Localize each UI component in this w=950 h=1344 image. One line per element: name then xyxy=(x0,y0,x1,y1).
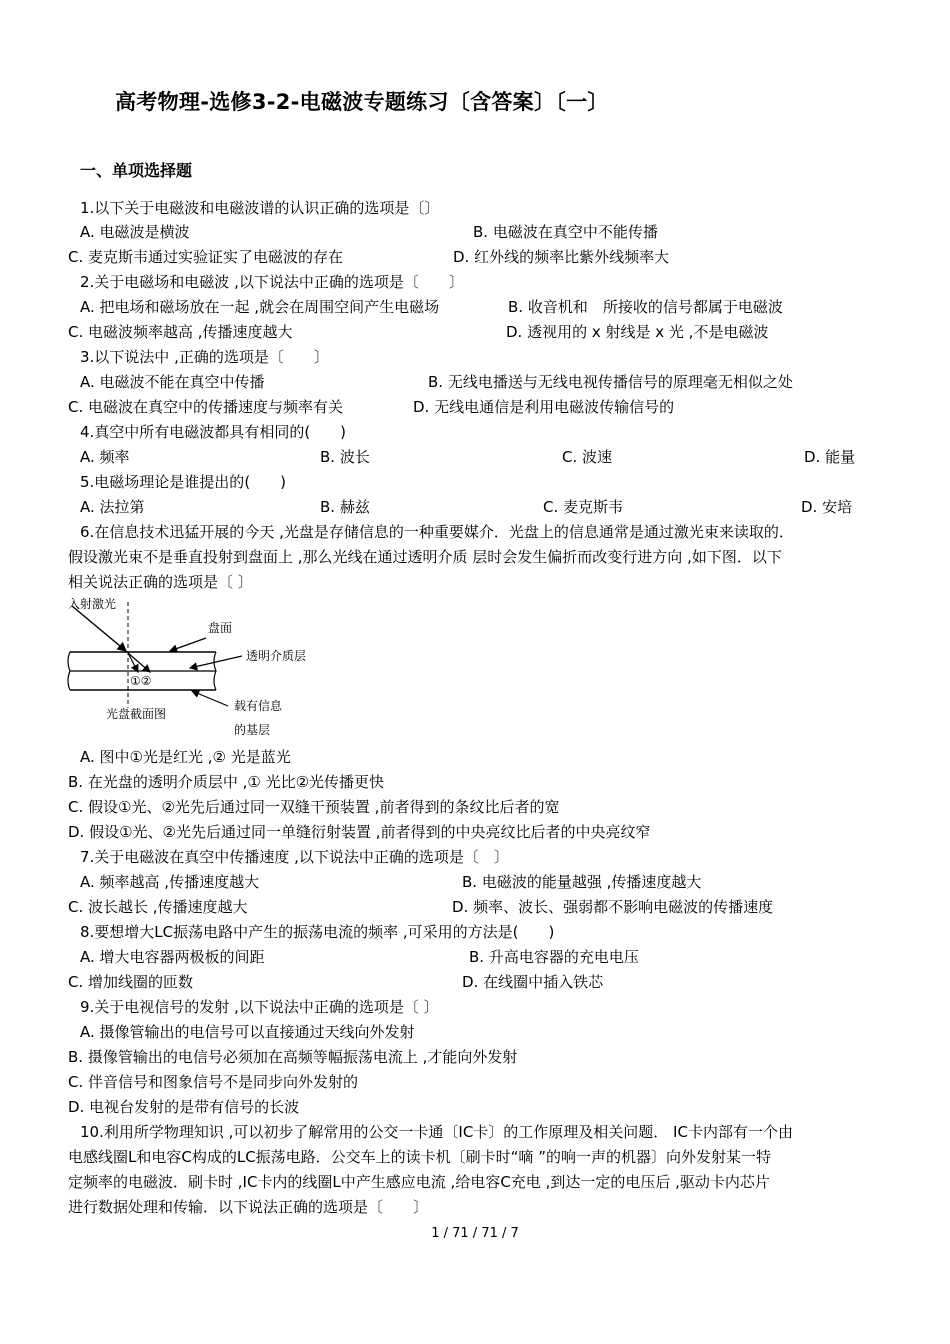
question-8-stem: 8.要想增大LC振荡电路中产生的振荡电流的频率 ,可采用的方法是( ) xyxy=(80,923,555,941)
question-3-option-c: C. 电磁波在真空中的传播速度与频率有关 xyxy=(68,398,344,416)
question-7-option-c: C. 波长越长 ,传播速度越大 xyxy=(68,898,248,916)
question-7-option-a: A. 频率越高 ,传播速度越大 xyxy=(80,873,260,891)
question-4-option-a: A. 频率 xyxy=(80,448,130,466)
page-title: 高考物理-选修3-2-电磁波专题练习〔含答案〕〔一〕 xyxy=(115,90,609,114)
question-2-option-c: C. 电磁波频率越高 ,传播速度越大 xyxy=(68,323,293,341)
question-10-stem-line-4: 进行数据处理和传输．以下说法正确的选项是〔 〕 xyxy=(68,1198,429,1216)
question-3-stem: 3.以下说法中 ,正确的选项是〔 〕 xyxy=(80,348,329,366)
question-3-option-b: B. 无线电播送与无线电视传播信号的原理毫无相似之处 xyxy=(428,373,793,391)
label-incident-laser: 入射激光 xyxy=(68,597,117,611)
question-1-option-d: D. 红外线的频率比紫外线频率大 xyxy=(453,248,670,266)
question-2-option-a: A. 把电场和磁场放在一起 ,就会在周围空间产生电磁场 xyxy=(80,298,440,316)
question-9-stem: 9.关于电视信号的发射 ,以下说法中正确的选项是〔 〕 xyxy=(80,998,439,1016)
question-4-option-b: B. 波长 xyxy=(320,448,370,466)
base-pointer xyxy=(192,691,228,706)
disc-left-edge xyxy=(68,652,70,690)
question-1-option-a: A. 电磁波是横波 xyxy=(80,223,190,241)
question-6-option-c: C. 假设①光、②光先后通过同一双缝干预装置 ,前者得到的条纹比后者的宽 xyxy=(68,798,560,816)
question-4-option-d: D. 能量 xyxy=(804,448,856,466)
question-10-stem-line-1: 10.利用所学物理知识 ,可以初步了解常用的公交一卡通〔IC卡〕的工作原理及相关问题． IC卡内部有一个由 xyxy=(80,1123,793,1141)
question-8-option-b: B. 升高电容器的充电电压 xyxy=(469,948,639,966)
question-6-stem-line-3: 相关说法正确的选项是〔 〕 xyxy=(68,573,253,591)
question-9-option-b: B. 摄像管输出的电信号必须加在高频等幅振荡电流上 ,才能向外发射 xyxy=(68,1048,518,1066)
question-3-option-a: A. 电磁波不能在真空中传播 xyxy=(80,373,265,391)
question-1-option-c: C. 麦克斯韦通过实验证实了电磁波的存在 xyxy=(68,248,344,266)
question-10-stem-line-3: 定频率的电磁波．刷卡时 ,IC卡内的线圈L中产生感应电流 ,给电容C充电 ,到达一定的电压后 ,驱动卡内芯片 xyxy=(68,1173,770,1191)
question-5-option-a: A. 法拉第 xyxy=(80,498,145,516)
question-2-option-b: B. 收音机和 所接收的信号都属于电磁波 xyxy=(508,298,783,316)
label-info-base-line-1: 载有信息 xyxy=(234,699,283,713)
question-5-option-d: D. 安培 xyxy=(801,498,853,516)
page-number-footer: 1 / 71 / 71 / 7 xyxy=(431,1226,519,1241)
question-6-option-d: D. 假设①光、②光先后通过同一单缝衍射装置 ,前者得到的中央亮纹比后者的中央亮纹窄 xyxy=(68,823,651,841)
question-2-option-d: D. 透视用的 x 射线是 x 光 ,不是电磁波 xyxy=(506,323,769,341)
question-6-stem-line-2: 假设激光束不是垂直投射到盘面上 ,那么光线在通过透明介质 层时会发生偏折而改变行进方向 ,如下图．以下 xyxy=(68,548,782,566)
question-7-stem: 7.关于电磁波在真空中传播速度 ,以下说法中正确的选项是〔 〕 xyxy=(80,848,509,866)
optical-disc-cross-section-figure xyxy=(66,596,330,744)
question-5-stem: 5.电磁场理论是谁提出的( ) xyxy=(80,473,287,491)
question-6-option-b: B. 在光盘的透明介质层中 ,① 光比②光传播更快 xyxy=(68,773,385,791)
label-transparent-layer: 透明介质层 xyxy=(246,649,307,663)
ray-marks: ①② xyxy=(130,674,152,688)
label-disc-surface: 盘面 xyxy=(208,621,233,635)
question-5-option-b: B. 赫兹 xyxy=(320,498,370,516)
section-heading: 一、单项选择题 xyxy=(80,161,193,180)
question-1-option-b: B. 电磁波在真空中不能传播 xyxy=(473,223,658,241)
question-8-option-a: A. 增大电容器两极板的间距 xyxy=(80,948,265,966)
question-4-option-c: C. 波速 xyxy=(562,448,613,466)
question-9-option-a: A. 摄像管输出的电信号可以直接通过天线向外发射 xyxy=(80,1023,415,1041)
question-7-option-b: B. 电磁波的能量越强 ,传播速度越大 xyxy=(462,873,702,891)
question-10-stem-line-2: 电感线圈L和电容C构成的LC振荡电路．公交车上的读卡机〔刷卡时“嘀 ”的响一声的机器〕向外发射某一特 xyxy=(68,1148,771,1166)
question-2-stem: 2.关于电磁场和电磁波 ,以下说法中正确的选项是〔 〕 xyxy=(80,273,464,291)
refracted-ray-2 xyxy=(128,653,150,672)
incident-laser-ray xyxy=(72,606,126,651)
question-6-stem-line-1: 6.在信息技术迅猛开展的今天 ,光盘是存储信息的一种重要媒介．光盘上的信息通常是通过激光束来读取的． xyxy=(80,523,794,541)
refracted-ray-1 xyxy=(128,653,138,672)
question-8-option-c: C. 增加线圈的匝数 xyxy=(68,973,194,991)
question-6-option-a: A. 图中①光是红光 ,② 光是蓝光 xyxy=(80,748,291,766)
question-9-option-c: C. 伴音信号和图象信号不是同步向外发射的 xyxy=(68,1073,359,1091)
question-7-option-d: D. 频率、波长、强弱都不影响电磁波的传播速度 xyxy=(452,898,774,916)
layer-pointer xyxy=(190,656,242,668)
label-cross-section: 光盘截面图 xyxy=(106,707,167,721)
question-8-option-d: D. 在线圈中插入铁芯 xyxy=(462,973,604,991)
question-3-option-d: D. 无线电通信是利用电磁波传输信号的 xyxy=(413,398,675,416)
question-1-stem: 1.以下关于电磁波和电磁波谱的认识正确的选项是〔〕 xyxy=(80,199,440,217)
question-4-stem: 4.真空中所有电磁波都具有相同的( ) xyxy=(80,423,347,441)
question-5-option-c: C. 麦克斯韦 xyxy=(543,498,624,516)
label-info-base-line-2: 的基层 xyxy=(234,723,271,737)
question-9-option-d: D. 电视台发射的是带有信号的长波 xyxy=(68,1098,300,1116)
surface-pointer xyxy=(170,638,206,651)
